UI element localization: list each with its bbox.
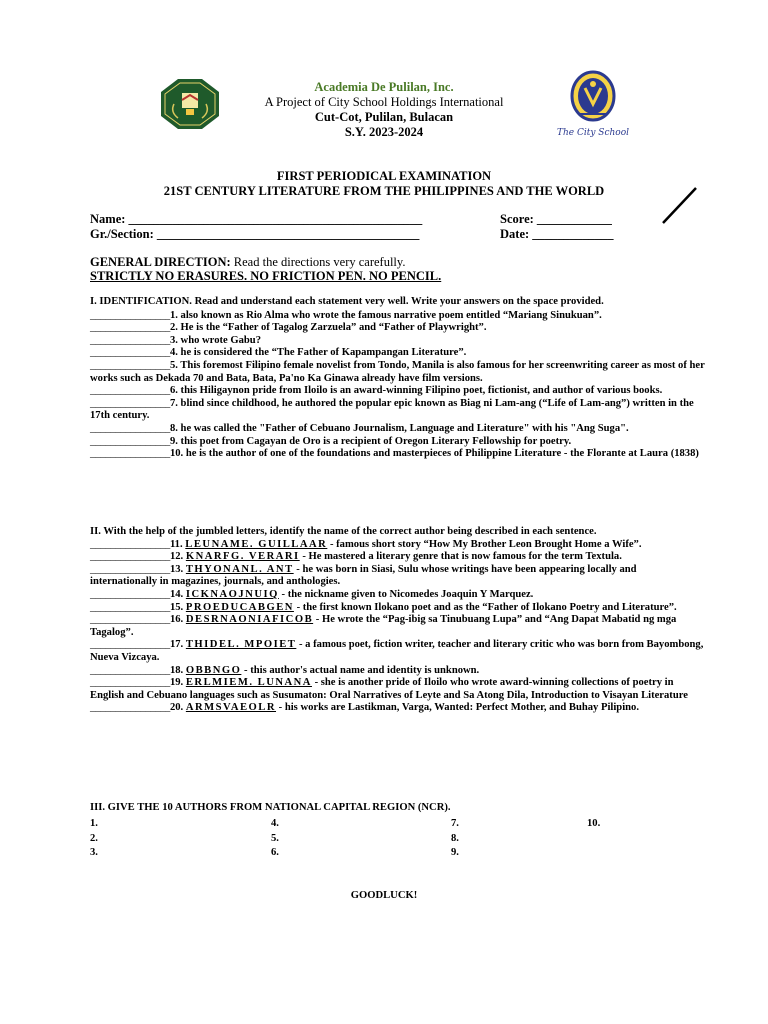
general-direction (90, 255, 441, 283)
item-text: - famous short story “How My Brother Leon Brought Home a Wife”. (327, 538, 642, 550)
answer-blank[interactable]: ________________ (90, 448, 170, 460)
jumbled-letters: ICKNAOJNUIQ (185, 588, 279, 600)
part3-instruction: III. GIVE THE 10 AUTHORS FROM NATIONAL CAPITAL REGION (NCR). (90, 802, 451, 813)
part2-item[interactable] (90, 539, 705, 552)
item-text: - He wrote the “Pag-ibig sa Tinubuang Lupa” and “Ang Dapat Mabatid ng mga Tagalog”. (90, 614, 677, 638)
part1-item[interactable] (90, 360, 705, 385)
answer-blank[interactable]: ________________ (90, 334, 170, 346)
item-number: 16. (169, 614, 184, 626)
item-text: - He mastered a literary genre that is now famous for the term Textula. (299, 551, 622, 563)
ncr-answer-6[interactable]: 6. (271, 847, 279, 858)
ncr-answer-8[interactable]: 8. (451, 833, 459, 844)
answer-blank[interactable]: ________________ (90, 702, 170, 714)
item-text: - the nickname given to Nicomedes Joaquin Y Marquez. (278, 588, 534, 600)
score-field[interactable]: Score: ____________ (500, 212, 612, 226)
item-text: - this author's actual name and identity is unknown. (241, 664, 480, 676)
part2-item[interactable] (90, 602, 705, 615)
part2-item[interactable] (90, 639, 705, 664)
item-number: 20. (169, 702, 184, 714)
pen-mark (660, 186, 700, 226)
ncr-answer-2[interactable]: 2. (90, 833, 98, 844)
ncr-answer-3[interactable]: 3. (90, 847, 98, 858)
general-direction-text: Read the directions very carefully. (230, 255, 406, 269)
part1-item[interactable] (90, 436, 705, 449)
answer-blank[interactable]: ________________ (90, 588, 170, 600)
item-number: 11. (169, 538, 183, 550)
item-text: 2. He is the “Father of Tagalog Zarzuela” and “Father of Playwright”. (169, 322, 487, 334)
jumbled-letters: LEUNAME. GUILLAAR (185, 538, 328, 550)
jumbled-letters: THIDEL. MPOIET (185, 639, 297, 651)
part1-item[interactable] (90, 335, 705, 348)
item-number: 14. (169, 588, 184, 600)
name-field[interactable]: Name: _______________________________________________ (90, 212, 423, 226)
part2-item[interactable] (90, 665, 705, 678)
item-text: - a famous poet, fiction writer, teacher and literary critic who was born from Bayombong, Nueva Vizcaya. (90, 639, 704, 663)
part2-item[interactable] (90, 677, 705, 702)
answer-blank[interactable]: ________________ (90, 435, 170, 447)
part2-item[interactable] (90, 564, 705, 589)
part1-instruction: I. IDENTIFICATION. Read and understand each statement very well. Write your answers on the space provided. (90, 296, 604, 307)
item-text: - the first known Ilokano poet and as the “Father of Ilokano Poetry and Literature”. (293, 601, 677, 613)
part2-instruction: II. With the help of the jumbled letters, identify the name of the correct author being described in each sentence. (90, 526, 597, 537)
jumbled-letters: ARMSVAEOLR (185, 702, 277, 714)
part1-item[interactable] (90, 423, 705, 436)
item-text: 9. this poet from Cagayan de Oro is a recipient of Oregon Literary Fellowship for poetry. (169, 435, 572, 447)
jumbled-letters: DESRNAONIAFICOB (185, 614, 314, 626)
item-number: 15. (169, 601, 184, 613)
part2-item[interactable] (90, 614, 705, 639)
item-number: 18. (169, 664, 184, 676)
answer-blank[interactable]: ________________ (90, 309, 170, 321)
school-header (200, 80, 568, 140)
part1-item[interactable] (90, 385, 705, 398)
answer-blank[interactable]: ________________ (90, 538, 170, 550)
item-text: 5. This foremost Filipino female novelist from Tondo, Manila is also famous for her screenwriting career as most of her works such as Dekada 70 and Bata, Bata, Pa'no Ka Ginawa already have film versions. (90, 359, 705, 384)
school-name: Academia De Pulilan, Inc. (314, 80, 454, 94)
part2-section (90, 526, 705, 715)
answer-blank[interactable]: ________________ (90, 563, 170, 575)
item-text: 3. who wrote Gabu? (169, 334, 261, 346)
item-text: - his works are Lastikman, Varga, Wanted: Perfect Mother, and Buhay Pilipino. (276, 702, 639, 714)
answer-blank[interactable]: ________________ (90, 422, 170, 434)
jumbled-letters: KNARFG. VERARI (185, 551, 300, 563)
date-field[interactable]: Date: _____________ (500, 227, 614, 241)
strict-rules: STRICTLY NO ERASURES. NO FRICTION PEN. NO PENCIL. (90, 269, 442, 283)
item-text: 10. he is the author of one of the foundations and masterpieces of Philippine Literature - the Florante at Laura (1838) (169, 448, 699, 460)
part2-item[interactable] (90, 702, 705, 715)
ncr-answer-4[interactable]: 4. (271, 818, 279, 829)
answer-blank[interactable]: ________________ (90, 551, 170, 563)
item-number: 17. (169, 639, 184, 651)
ncr-answer-1[interactable]: 1. (90, 818, 98, 829)
answer-blank[interactable]: ________________ (90, 359, 170, 371)
ncr-answer-9[interactable]: 9. (451, 847, 459, 858)
part2-item[interactable] (90, 589, 705, 602)
answer-blank[interactable]: ________________ (90, 664, 170, 676)
item-text: 7. blind since childhood, he authored the popular epic known as Biag ni Lam-ang (“Life of Lam-ang”) written in the 17th century. (90, 397, 694, 422)
ncr-answer-5[interactable]: 5. (271, 833, 279, 844)
answer-blank[interactable]: ________________ (90, 397, 170, 409)
item-number: 19. (169, 677, 184, 689)
ncr-answer-10[interactable]: 10. (587, 818, 601, 829)
item-number: 12. (169, 551, 184, 563)
ncr-answer-7[interactable]: 7. (451, 818, 459, 829)
general-direction-label: GENERAL DIRECTION: (90, 255, 231, 269)
jumbled-letters: THYONANL. ANT (185, 563, 294, 575)
answer-blank[interactable]: ________________ (90, 614, 170, 626)
exam-subject: 21ST CENTURY LITERATURE FROM THE PHILIPPINES AND THE WORLD (163, 184, 605, 198)
logo-caption: The City School (556, 128, 630, 138)
answer-blank[interactable]: ________________ (90, 347, 170, 359)
section-field[interactable]: Gr./Section: __________________________________________ (90, 227, 420, 241)
part1-item[interactable] (90, 398, 705, 423)
part1-item[interactable] (90, 322, 705, 335)
item-text: 1. also known as Rio Alma who wrote the famous narrative poem entitled “Mariang Sinukuan”. (169, 309, 602, 321)
closing-text: GOODLUCK! (350, 890, 418, 901)
item-number: 13. (169, 563, 184, 575)
answer-blank[interactable]: ________________ (90, 601, 170, 613)
part1-item[interactable] (90, 448, 705, 461)
answer-blank[interactable]: ________________ (90, 322, 170, 334)
item-text: - he was born in Siasi, Sulu whose writings have been appearing locally and internationally in magazines, journals, and anthologies. (90, 563, 637, 588)
answer-blank[interactable]: ________________ (90, 639, 170, 651)
jumbled-letters: OBBNGO (185, 664, 242, 676)
part1-item[interactable] (90, 347, 705, 360)
part1-section (90, 296, 705, 461)
part2-item[interactable] (90, 551, 705, 564)
exam-title: FIRST PERIODICAL EXAMINATION (276, 169, 492, 183)
answer-blank[interactable]: ________________ (90, 677, 170, 689)
jumbled-letters: PROEDUCABGEN (185, 601, 294, 613)
item-text: - she is another pride of Iloilo who wrote award-winning collections of poetry in English and Cebuano languages such as Susumaton: Oral Narratives of Leyte and Sa Atong Dila, Introduction to Visayan Literature (90, 677, 688, 701)
item-text: 6. this Hiligaynon pride from Iloilo is an award-winning Filipino poet, fictionist, and author of various books. (169, 385, 663, 397)
item-text: 4. he is considered the “The Father of Kapampangan Literature”. (169, 347, 467, 359)
jumbled-letters: ERLMIEM. LUNANA (185, 677, 312, 689)
school-project: A Project of City School Holdings International (264, 95, 504, 109)
answer-blank[interactable]: ________________ (90, 385, 170, 397)
item-text: 8. he was called the "Father of Cebuano Journalism, Language and Literature" with his "Ang Suga". (169, 422, 629, 434)
school-year: S.Y. 2023-2024 (344, 125, 424, 139)
school-address: Cut-Cot, Pulilan, Bulacan (314, 110, 454, 124)
part1-item[interactable] (90, 310, 705, 323)
